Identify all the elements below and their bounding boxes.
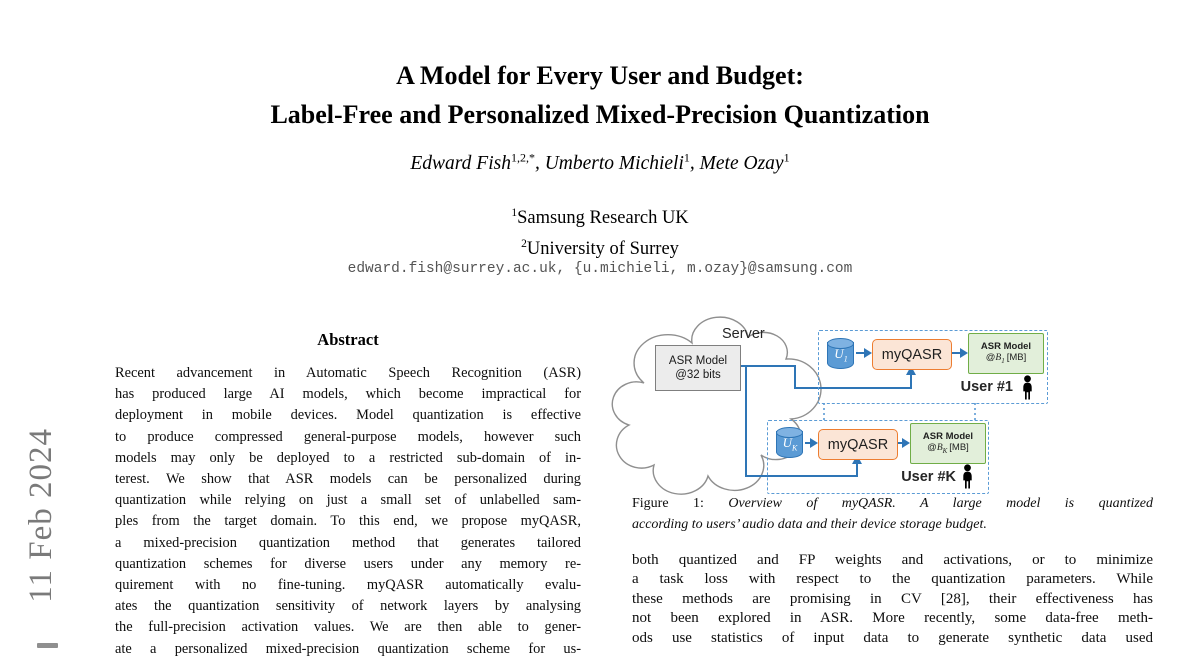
- caption-line: according to users’ audio data and their device storage budget.: [632, 517, 987, 532]
- affiliation-text: Samsung Research UK: [517, 208, 689, 229]
- author-name: Edward Fish: [410, 152, 511, 174]
- at-sign: @: [985, 351, 996, 363]
- author-separator: ,: [689, 152, 700, 174]
- affiliations: [0, 201, 1200, 262]
- author-superscript: 1: [683, 150, 690, 164]
- abstract-line: to produce compressed general-purpose models, however such: [115, 428, 581, 445]
- dataset-label: [827, 346, 855, 364]
- dataset-label: [776, 435, 804, 453]
- caption-line: [632, 493, 1153, 514]
- person-icon: [1021, 375, 1034, 400]
- person-icon: [961, 464, 974, 489]
- abstract-line: Recent advancement in Automatic Speech Recognition (ASR): [115, 365, 581, 381]
- budget-unit: [MB]: [949, 441, 969, 453]
- body-line: ods use statistics of input data to generate synthetic data used: [632, 629, 1153, 646]
- abstract-line: the full-precision activation values. We are then able to gener-: [115, 619, 581, 636]
- dataset-subscript: 1: [843, 354, 848, 364]
- abstract-line: quirement with no fine-tuning. myQASR automatically evalu-: [115, 577, 581, 594]
- abstract-line: terest. We show that ASR models can be personalized during: [115, 471, 581, 488]
- author-name: Umberto Michieli: [544, 152, 684, 174]
- myqasr-label: myQASR: [827, 436, 889, 453]
- abstract-line: ate a personalized mixed-precision quantization scheme for us-: [115, 640, 581, 657]
- abstract-heading: Abstract: [317, 330, 379, 349]
- budget-subscript: K: [942, 446, 948, 455]
- caption-text: Overview of myQASR. A large model is quantized: [728, 496, 1154, 511]
- author-name: Mete Ozay: [699, 152, 784, 174]
- budget-unit: [MB]: [1006, 351, 1027, 363]
- budget-symbol: B: [936, 442, 943, 453]
- title-line-2: Label-Free and Personalized Mixed-Precision Quantization: [270, 100, 930, 129]
- abstract-line: models may only be deployed to a restricted sub-domain of in-: [115, 449, 581, 466]
- myqasr-label: myQASR: [881, 346, 943, 363]
- user1-label: User #1: [960, 379, 1013, 395]
- at-sign: @: [927, 441, 937, 453]
- email-line: edward.fish@surrey.ac.uk, {u.michieli, m.ozay}@samsung.com: [347, 261, 853, 277]
- myqasr-box: [818, 429, 898, 460]
- dataset-subscript: K: [792, 443, 798, 453]
- arxiv-sidebar-date: [18, 386, 64, 644]
- author-1: [410, 150, 535, 174]
- authors-line: [0, 150, 1200, 175]
- dataset-cylinder-icon: [776, 427, 804, 460]
- model-box-line2: [927, 442, 969, 457]
- asr-source-line1: ASR Model: [668, 355, 728, 367]
- abstract-line: a mixed-precision quantization method that generates tailored: [115, 534, 581, 551]
- model-box-line1: ASR Model: [980, 340, 1032, 352]
- budget-symbol: B: [995, 352, 1002, 363]
- quantized-model-box: [968, 333, 1044, 374]
- figure-caption: [632, 493, 1153, 535]
- paper-title: [0, 56, 1200, 134]
- body-line: not been explored in ASR. More recently, some data-free meth-: [632, 610, 1153, 627]
- abstract-line: quantization while relying on just a small set of unlabelled sam-: [115, 492, 581, 509]
- sidebar-clipped-text-fragment: [37, 643, 58, 648]
- body-line: these methods are promising in CV [28], their effectiveness has: [632, 590, 1153, 607]
- affiliation-1: [0, 201, 1200, 232]
- body-paragraph: [632, 551, 1153, 648]
- server-label: Server: [722, 326, 765, 342]
- dataset-letter: U: [782, 435, 793, 450]
- abstract-line: ates the quantization sensitivity of network layers by analysing: [115, 598, 581, 615]
- abstract-line: quantization schemes for diverse users under any memory re-: [115, 555, 581, 572]
- userk-label: User #K: [901, 469, 956, 485]
- asr-source-line2: @32 bits: [675, 369, 721, 381]
- affiliation-superscript: 2: [521, 237, 527, 250]
- budget-subscript: 1: [1001, 356, 1005, 365]
- dataset-letter: U: [834, 346, 844, 361]
- author-superscript: 1: [783, 150, 790, 164]
- asr-source-box: [655, 345, 741, 391]
- model-box-line2: [986, 352, 1027, 367]
- abstract-line: has produced large AI models, which become impractical for: [115, 386, 581, 403]
- dataset-cylinder-icon: [827, 338, 855, 371]
- author-3: [699, 150, 790, 174]
- body-line: both quantized and FP weights and activations, or to minimize: [632, 552, 1153, 568]
- sidebar-date-text: 11 Feb 2024: [22, 427, 59, 603]
- abstract-line: deployment in mobile devices. Model quantization is effective: [115, 407, 581, 424]
- caption-prefix: Figure 1:: [632, 496, 704, 511]
- author-superscript: 1,2,*: [510, 150, 535, 164]
- author-2: [544, 150, 690, 174]
- title-line-1: A Model for Every User and Budget:: [396, 61, 804, 90]
- affiliation-2: [0, 232, 1200, 263]
- quantized-model-box: [910, 423, 986, 464]
- abstract-paragraph: [115, 363, 581, 660]
- affiliation-text: University of Surrey: [526, 238, 679, 259]
- body-line: a task loss with respect to the quantization parameters. While: [632, 571, 1153, 588]
- author-separator: ,: [534, 152, 545, 174]
- model-box-line1: ASR Model: [922, 430, 974, 442]
- abstract-line: ples from the target domain. To this end, we propose myQASR,: [115, 513, 581, 530]
- myqasr-box: [872, 339, 952, 370]
- affiliation-superscript: 1: [511, 207, 518, 219]
